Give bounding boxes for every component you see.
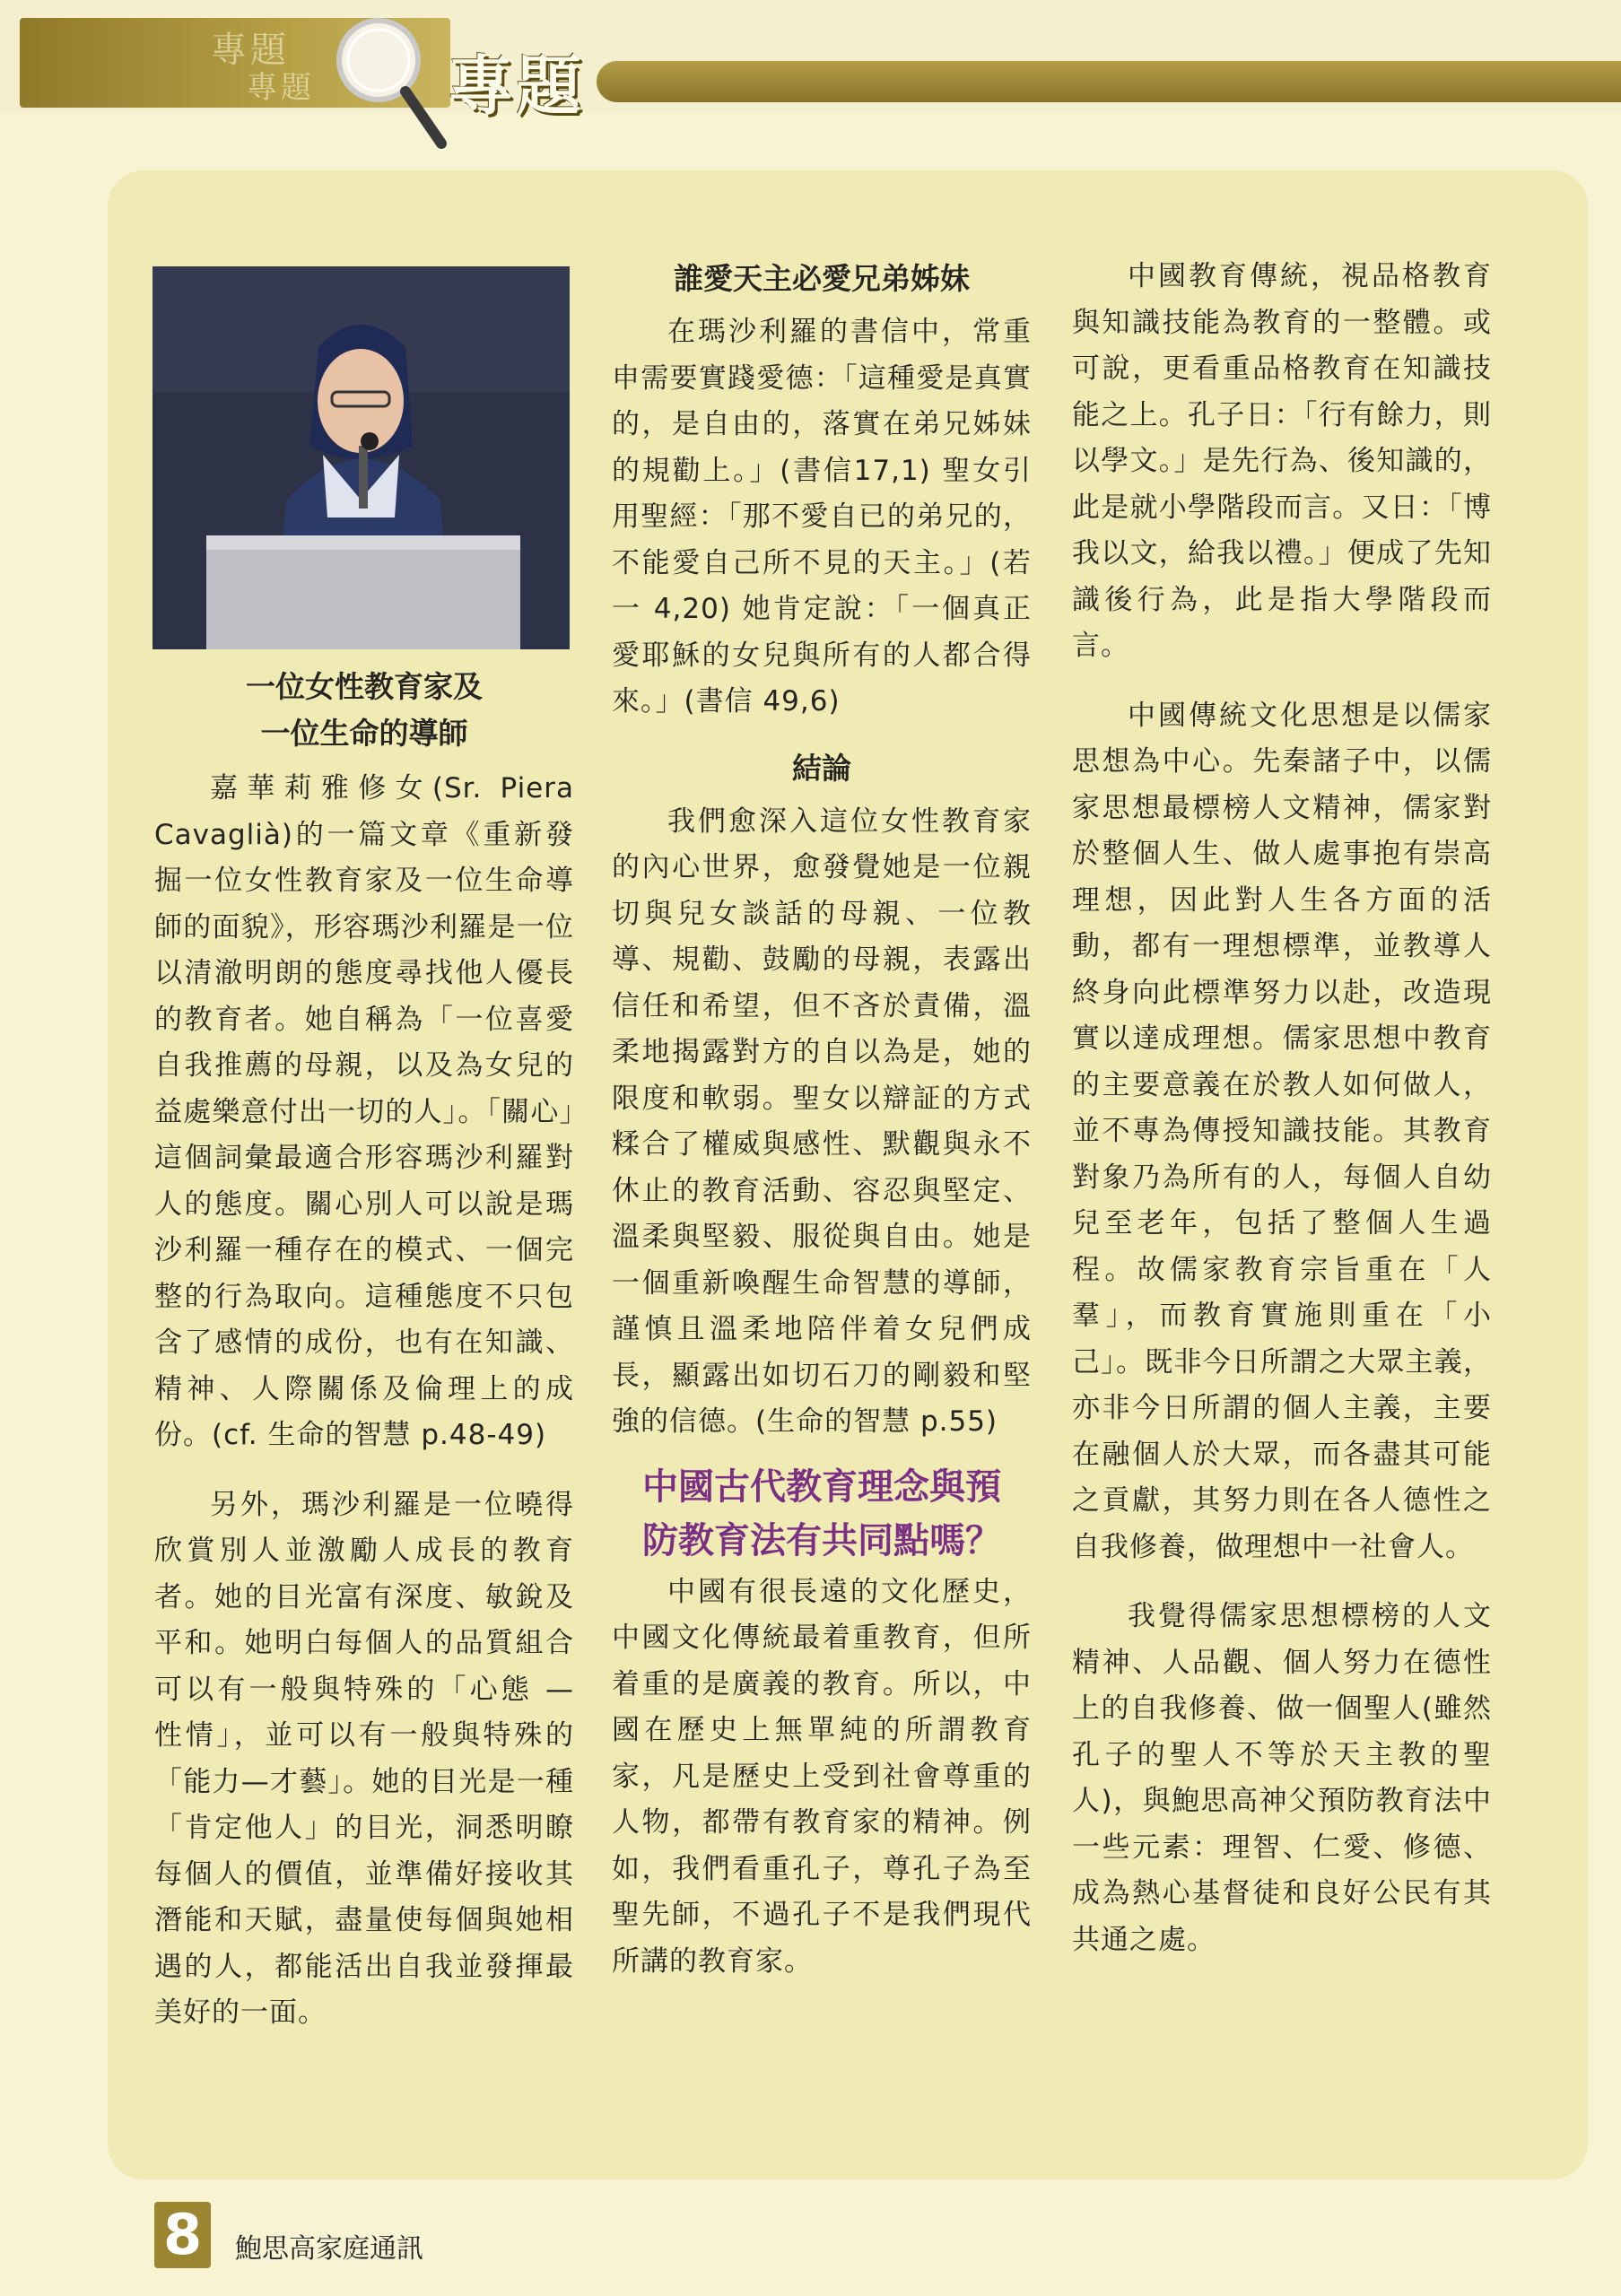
column2-heading-2: 結論	[792, 750, 851, 786]
publication-name: 鮑思高家庭通訊	[235, 2233, 423, 2265]
column2-paragraph-1: 在瑪沙利羅的書信中，常重申需要實踐愛德：「這種愛是真實的，是自由的，落實在弟兄姊妹的規勸上。」(書信17,1) 聖女引用聖經：「那不愛自已的弟兄的，不能愛自己所不見的天主。」(若一 4,20) 她肯定說：「一個真正愛耶穌的女兒與所有的人都合得來。」(書信 49,6)	[612, 316, 1032, 718]
header-ghost-text: 專題	[211, 30, 290, 71]
column3-paragraph-3: 我覺得儒家思想標榜的人文精神、人品觀、個人努力在德性上的自我修養、做一個聖人(雖然孔子的聖人不等於天主教的聖人)，與鮑思高神父預防教育法中一些元素：理智、仁愛、修德、成為熱心基督徒和良好公民有其共通之處。	[1072, 1600, 1492, 1956]
header-ghost-text-2: 專題	[247, 70, 315, 106]
column2-heading-3-line2: 防教育法有共同點嗎？	[642, 1519, 1001, 1561]
column2-heading-1: 誰愛天主必愛兄弟姊妹	[674, 261, 970, 296]
column-3	[1072, 254, 1492, 1963]
column1-paragraph-1: 嘉華莉雅修女(Sr. Piera Cavaglià)的一篇文章《重新發掘一位女性教育家及一位生命導師的面貌》，形容瑪沙利羅是一位以清澈明朗的態度尋找他人優長的教育者。她自稱為「一位喜愛自我推薦的母親，以及為女兒的益處樂意付出一切的人」。「關心」這個詞彙最適合形容瑪沙利羅對人的態度。關心別人可以說是瑪沙利羅一種存在的模式、一個完整的行為取向。這種態度不只包含了感情的成份，也有在知識、精神、人際關係及倫理上的成份。(cf. 生命的智慧 p.48-49)	[154, 772, 574, 1451]
header-bar	[0, 0, 1621, 124]
article-photo	[153, 266, 570, 649]
column-2	[612, 256, 1032, 1985]
column2-heading-3-line1: 中國古代教育理念與預	[642, 1465, 1001, 1508]
column1-heading-line1: 一位女性教育家及	[246, 669, 483, 704]
column3-paragraph-2: 中國傳統文化思想是以儒家思想為中心。先秦諸子中，以儒家思想最標榜人文精神，儒家對於整個人生、做人處事抱有崇高理想，因此對人生各方面的活動，都有一理想標準，並教導人終身向此標準努力以赴，改造現實以達成理想。儒家思想中教育的主要意義在於教人如何做人，並不專為傳授知識技能。其教育對象乃為所有的人，每個人自幼兒至老年，包括了整個人生過程。故儒家教育宗旨重在「人羣」，而教育實施則重在「小己」。既非今日所謂之大眾主義，亦非今日所謂的個人主義，主要在融個人於大眾，而各盡其可能之貢獻，其努力則在各人德性之自我修養，做理想中一社會人。	[1072, 699, 1492, 1563]
page-number: 8	[154, 2202, 211, 2268]
header-stripe	[597, 61, 1621, 102]
column2-paragraph-2: 我們愈深入這位女性教育家的內心世界，愈發覺她是一位親切與兒女談話的母親、一位教導、規勸、鼓勵的母親，表露出信任和希望，但不吝於責備，溫柔地揭露對方的自以為是，她的限度和軟弱。聖女以辯証的方式糅合了權威與感性、默觀與永不休止的教育活動、容忍與堅定、溫柔與堅毅、服從與自由。她是一個重新喚醒生命智慧的導師，謹慎且溫柔地陪伴着女兒們成長，顯露出如切石刀的剛毅和堅強的信德。(生命的智慧 p.55)	[612, 804, 1032, 1438]
magnifier-icon	[323, 11, 458, 154]
column1-paragraph-2: 另外，瑪沙利羅是一位曉得欣賞別人並激勵人成長的教育者。她的目光富有深度、敏銳及平和。她明白每個人的品質組合可以有一般與特殊的「心態 — 性情」，並可以有一般與特殊的「能力—才藝」。她的目光是一種「肯定他人」的目光，洞悉明瞭每個人的價值，並準備好接收其潛能和天賦，盡量使每個與她相遇的人，都能活出自我並發揮最美好的一面。	[154, 1488, 574, 2029]
section-title: 專題	[449, 48, 586, 124]
column2-paragraph-3: 中國有很長遠的文化歷史，中國文化傳統最着重教育，但所着重的是廣義的教育。所以，中國在歷史上無單純的所謂教育家，凡是歷史上受到社會尊重的人物，都帶有教育家的精神。例如，我們看重孔子，尊孔子為至聖先師，不過孔子不是我們現代所講的教育家。	[612, 1575, 1032, 1978]
column1-heading-line2: 一位生命的導師	[260, 716, 468, 751]
speaker-photo-illustration	[153, 266, 570, 649]
column-1	[154, 664, 574, 2037]
column3-paragraph-1: 中國教育傳統，視品格教育與知識技能為教育的一整體。或可說，更看重品格教育在知識技能之上。孔子日：「行有餘力，則以學文。」是先行為、後知識的，此是就小學階段而言。又日：「博我以文，給我以禮。」便成了先知識後行為，此是指大學階段而言。	[1072, 260, 1492, 662]
